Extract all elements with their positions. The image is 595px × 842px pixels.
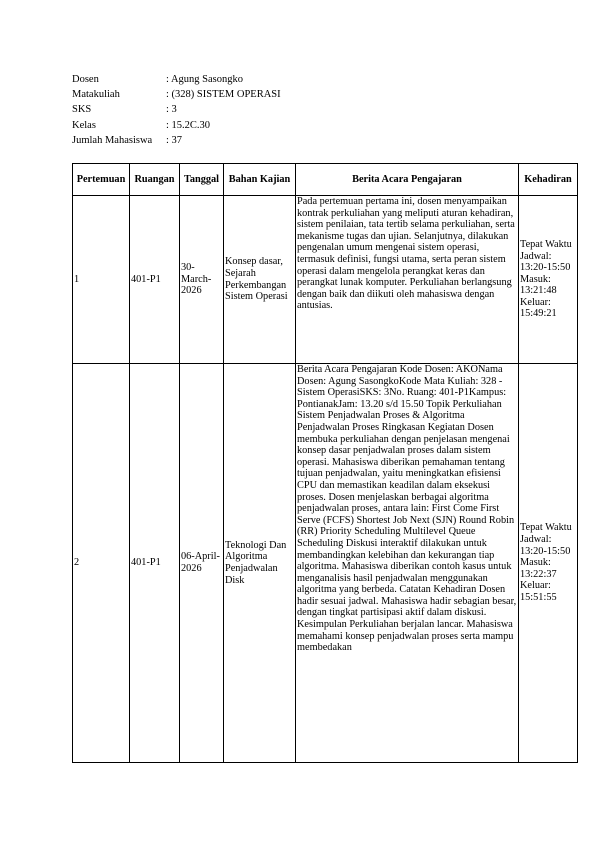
info-label: Kelas [72, 119, 96, 131]
info-label: Jumlah Mahasiswa [72, 134, 153, 146]
info-label: Matakuliah [72, 89, 120, 101]
cell-berita-acara [296, 196, 519, 364]
cell-ruangan: 401-P1 [130, 196, 180, 364]
berita-acara-text: Berita Acara Pengajaran Kode Dosen: AKONama Dosen: Agung SasongkoKode Mata Kuliah: 328 - Sistem OperasiSKS: 3No. Ruang: 401-P1Kampus: PontianakJam: 13.20 s/d 15.50 Topik Perkuliahan Sistem Penjadwalan Proses & Algoritma Penjadwalan Proses Ringkasan Kegiatan Dosen membuka perkuliahan dengan penjelasan mengenai konsep dasar penjadwalan proses dalam sistem operasi. Mahasiswa diberikan pemahaman tentang tujuan penjadwalan, yaitu meningkatkan efisiensi CPU dan memastikan keadilan dalam eksekusi proses. Dosen menjelaskan berbagai algoritma penjadwalan proses, antara lain: First Come First Serve (FCFS) Shortest Job Next (SJN) Round Robin (RR) Priority Scheduling Multilevel Queue Scheduling Diskusi interaktif dilakukan untuk membandingkan kelebihan dan kekurangan tiap algoritma. Mahasiswa diberikan contoh kasus untuk menganalisis hasil penjadwalan menggunakan algoritma yang berbeda. Catatan Kehadiran Dosen hadir sesuai jadwal. Mahasiswa hadir sebagian besar, dengan tingkat partisipasi aktif dalam diskusi. Kesimpulan Perkuliahan berjalan lancar. Mahasiswa memahami konsep penjadwalan proses serta mampu membedakan [297, 364, 517, 654]
info-label: Dosen [72, 74, 99, 85]
cell-bahan-kajian: Konsep dasar, Sejarah Perkembangan Sistem Operasi [224, 196, 296, 364]
header-bahan-kajian: Bahan Kajian [224, 164, 296, 196]
cell-kehadiran: Tepat Waktu Jadwal: 13:20-15:50 Masuk: 13:22:37 Keluar: 15:51:55 [519, 364, 578, 763]
info-row-sks [72, 102, 281, 117]
header-tanggal: Tanggal [180, 164, 224, 196]
berita-acara-text: Pada pertemuan pertama ini, dosen menyampaikan kontrak perkuliahan yang meliputi aturan kehadiran, sistem penilaian, tata tertib selama perkuliahan, serta mekanisme tugas dan ujian. Selanjutnya, dilakukan pengenalan umum mengenai sistem operasi, termasuk definisi, fungsi utama, serta peran sistem operasi dalam mengelola perangkat keras dan perangkat lunak komputer. Perkuliahan berlangsung dengan baik dan diikuti oleh mahasiswa dengan antusias. [297, 196, 515, 312]
cell-tanggal: 06-April-2026 [180, 364, 224, 763]
table-header-row [73, 164, 578, 196]
header-kehadiran: Kehadiran [519, 164, 578, 196]
info-label: SKS [72, 104, 92, 116]
info-value: : Agung Sasongko [166, 74, 244, 85]
cell-ruangan: 401-P1 [130, 364, 180, 763]
cell-bahan-kajian: Teknologi Dan Algoritma Penjadwalan Disk [224, 364, 296, 763]
course-info [72, 72, 281, 148]
info-row-matakuliah [72, 87, 281, 102]
info-row-dosen [72, 72, 281, 87]
teaching-report-table [72, 163, 578, 763]
info-row-kelas [72, 118, 281, 133]
cell-pertemuan: 1 [73, 196, 130, 364]
header-ruangan: Ruangan [130, 164, 180, 196]
info-row-jumlah-mahasiswa [72, 133, 281, 148]
info-value: : 37 [166, 134, 183, 146]
cell-pertemuan: 2 [73, 364, 130, 763]
header-pertemuan: Pertemuan [73, 164, 130, 196]
table-row [73, 364, 578, 763]
info-value: : (328) SISTEM OPERASI [166, 89, 281, 101]
cell-berita-acara [296, 364, 519, 763]
info-value: : 15.2C.30 [166, 119, 211, 131]
info-value: : 3 [166, 104, 177, 116]
header-berita-acara: Berita Acara Pengajaran [296, 164, 519, 196]
table-row [73, 196, 578, 364]
cell-kehadiran: Tepat Waktu Jadwal: 13:20-15:50 Masuk: 13:21:48 Keluar: 15:49:21 [519, 196, 578, 364]
cell-tanggal: 30-March-2026 [180, 196, 224, 364]
